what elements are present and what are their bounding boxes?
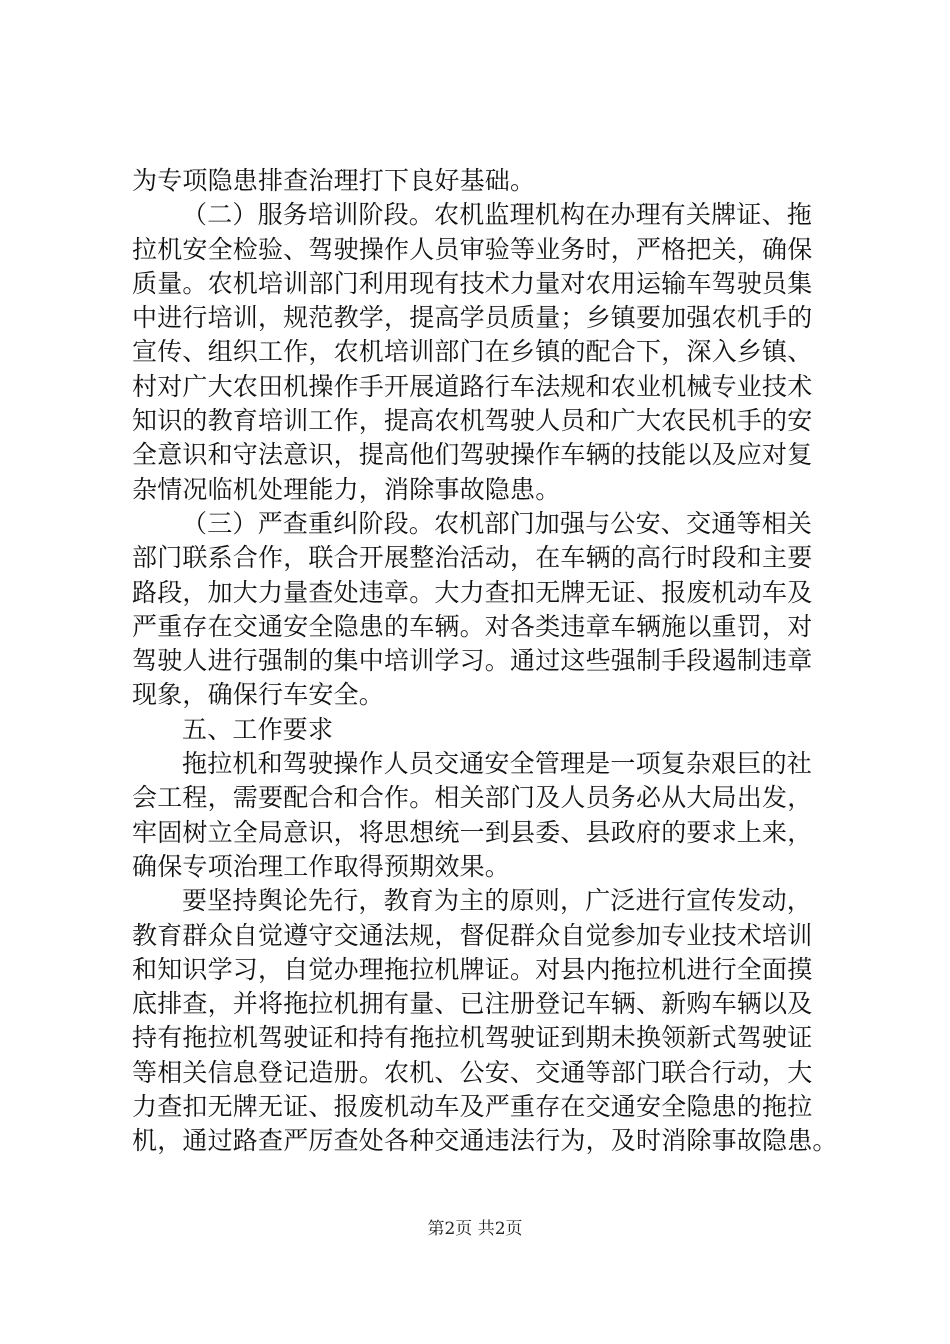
text-line: 会工程，需要配合和合作。相关部门及人员务必从大局出发， [132,783,813,813]
text-line: 质量。农机培训部门利用现有技术力量对农用运输车驾驶员集 [132,268,813,298]
text-line: 拖拉机和驾驶操作人员交通安全管理是一项复杂艰巨的社 [182,749,813,779]
text-line: 力查扣无牌无证、报废机动车及严重存在交通安全隐患的拖拉 [132,1092,813,1122]
text-line: 严重存在交通安全隐患的车辆。对各类违章车辆施以重罚，对 [132,611,813,641]
text-line: 杂情况临机处理能力，消除事故隐患。 [132,474,561,504]
text-line: 为专项隐患排查治理打下良好基础。 [132,166,536,195]
text-line: 确保专项治理工作取得预期效果。 [132,851,511,881]
text-line: 教育群众自觉遵守交通法规，督促群众自觉参加专业技术培训 [132,920,813,950]
text-line: 和知识学习，自觉办理拖拉机牌证。对县内拖拉机进行全面摸 [132,954,813,984]
text-line: 驾驶人进行强制的集中培训学习。通过这些强制手段遏制违章 [132,646,813,676]
page-footer: 第2页 共2页 [427,1219,523,1239]
text-line: （三）严查重纠阶段。农机部门加强与公安、交通等相关 [182,508,813,538]
text-line: 等相关信息登记造册。农机、公安、交通等部门联合行动，大 [132,1057,813,1087]
text-line: 路段，加大力量查处违章。大力查扣无牌无证、报废机动车及 [132,577,813,607]
text-line: （二）服务培训阶段。农机监理机构在办理有关牌证、拖 [182,200,813,230]
text-line: 底排查，并将拖拉机拥有量、已注册登记车辆、新购车辆以及 [132,989,813,1019]
text-line: 中进行培训，规范教学，提高学员质量；乡镇要加强农机手的 [132,303,813,333]
document-body [132,164,838,1159]
text-line: 宣传、组织工作，农机培训部门在乡镇的配合下，深入乡镇、 [132,337,813,367]
text-line: 部门联系合作，联合开展整治活动，在车辆的高行时段和主要 [132,543,813,573]
text-line: 要坚持舆论先行，教育为主的原则，广泛进行宣传发动， [182,886,813,916]
text-line: 拉机安全检验、驾驶操作人员审验等业务时，严格把关，确保 [132,234,813,264]
text-line: 村对广大农田机操作手开展道路行车法规和农业机械专业技术 [132,371,813,401]
text-line: 牢固树立全局意识，将思想统一到县委、县政府的要求上来， [132,817,813,847]
text-line: 全意识和守法意识，提高他们驾驶操作车辆的技能以及应对复 [132,440,813,470]
text-line: 现象，确保行车安全。 [132,680,385,710]
text-line: 持有拖拉机驾驶证和持有拖拉机驾驶证到期未换领新式驾驶证 [132,1023,813,1053]
text-line: 五、工作要求 [182,714,334,744]
text-line: 知识的教育培训工作，提高农机驾驶人员和广大农民机手的安 [132,406,813,436]
text-line: 机，通过路查严厉查处各种交通违法行为，及时消除事故隐患。 [132,1126,838,1156]
